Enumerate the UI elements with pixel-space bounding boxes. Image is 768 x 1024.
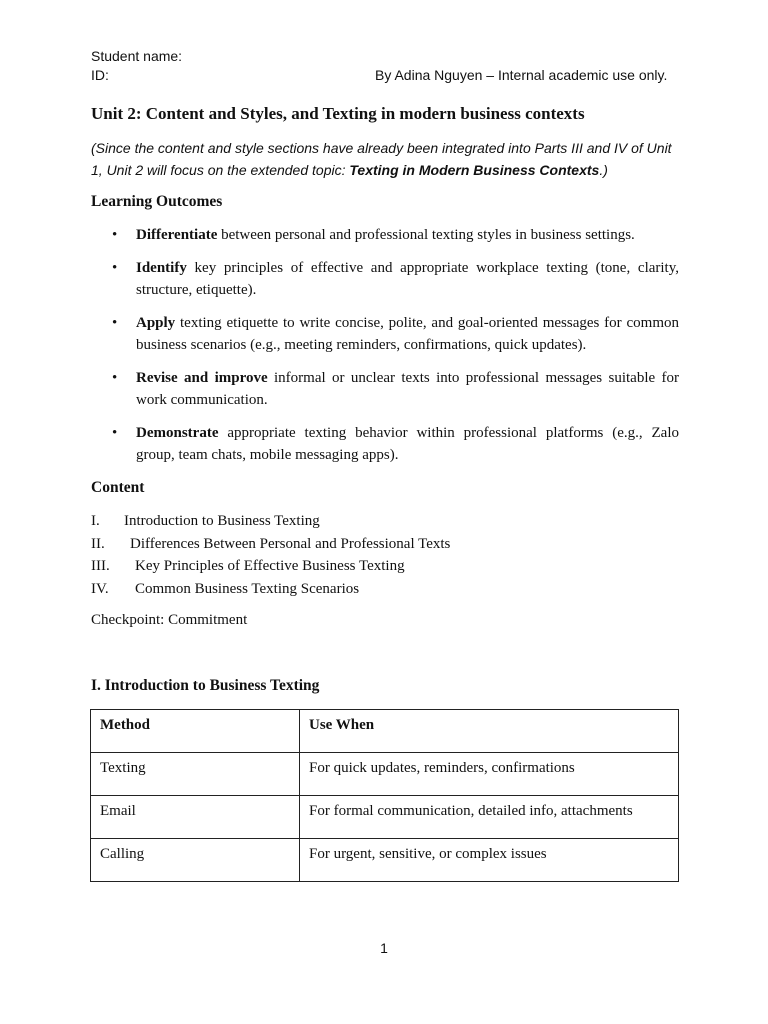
table-row — [91, 796, 679, 839]
learning-outcomes-list — [91, 224, 679, 477]
intro-note — [91, 137, 681, 181]
item-text: Key Principles of Effective Business Texting — [135, 558, 405, 574]
table-row — [91, 839, 679, 882]
table-header-row — [91, 710, 679, 753]
outcome-term: Demonstrate — [136, 425, 219, 441]
item-number: III. — [91, 558, 110, 574]
item-text: Introduction to Business Texting — [124, 513, 320, 529]
item-text: Differences Between Personal and Professional Texts — [130, 535, 451, 552]
list-item — [91, 224, 679, 246]
intro-note-end: .) — [599, 162, 608, 178]
table-cell: Email — [91, 796, 300, 839]
outcome-term: Differentiate — [136, 227, 218, 243]
outcome-text: informal or unclear texts into professional messages suitable for work communication. — [136, 370, 679, 408]
column-header: Use When — [300, 710, 679, 753]
outcome-text: appropriate texting behavior within professional platforms (e.g., Zalo group, team chats, mobile messaging apps). — [136, 425, 679, 463]
author-note: By Adina Nguyen – Internal academic use only. — [375, 67, 668, 83]
list-item — [91, 312, 679, 356]
unit-title: Unit 2: Content and Styles, and Texting in modern business contexts — [91, 104, 585, 123]
learning-outcomes-heading: Learning Outcomes — [91, 193, 223, 210]
student-id-label: ID: — [91, 67, 109, 83]
item-number: II. — [91, 535, 105, 552]
item-number: IV. — [91, 580, 109, 597]
outcome-text: between personal and professional texting styles in business settings. — [217, 227, 635, 243]
list-item — [91, 257, 679, 301]
table-cell: For formal communication, detailed info, attachments — [300, 796, 679, 839]
outcome-term: Revise and improve — [136, 370, 268, 386]
intro-note-text: (Since the content and style sections have already been integrated into Parts III and IV of Unit 1, Unit 2 will focus on the extended topic: — [91, 140, 672, 178]
table-cell: For urgent, sensitive, or complex issues — [300, 839, 679, 882]
outcome-term: Apply — [136, 315, 176, 331]
list-item — [91, 422, 679, 466]
item-text: Common Business Texting Scenarios — [135, 580, 360, 597]
page-number: 1 — [380, 940, 388, 956]
content-heading: Content — [91, 479, 145, 496]
outcome-term: Identify — [136, 260, 187, 276]
table-row — [91, 753, 679, 796]
student-name-label: Student name: — [91, 48, 183, 64]
item-number: I. — [91, 513, 100, 529]
methods-table — [90, 709, 679, 882]
table-cell: Calling — [91, 839, 300, 882]
list-item — [91, 367, 679, 411]
checkpoint-line: Checkpoint: Commitment — [91, 612, 248, 628]
intro-note-topic: Texting in Modern Business Contexts — [349, 162, 600, 178]
outcome-text: texting etiquette to write concise, polite, and goal-oriented messages for common business scenarios (e.g., meeting reminders, confirmations, quick updates). — [136, 315, 679, 353]
outcome-text: key principles of effective and appropriate workplace texting (tone, clarity, structure, etiquette). — [136, 260, 679, 298]
section-heading: I. Introduction to Business Texting — [91, 677, 320, 694]
table-cell: For quick updates, reminders, confirmations — [300, 753, 679, 796]
table-cell: Texting — [91, 753, 300, 796]
column-header: Method — [91, 710, 300, 753]
